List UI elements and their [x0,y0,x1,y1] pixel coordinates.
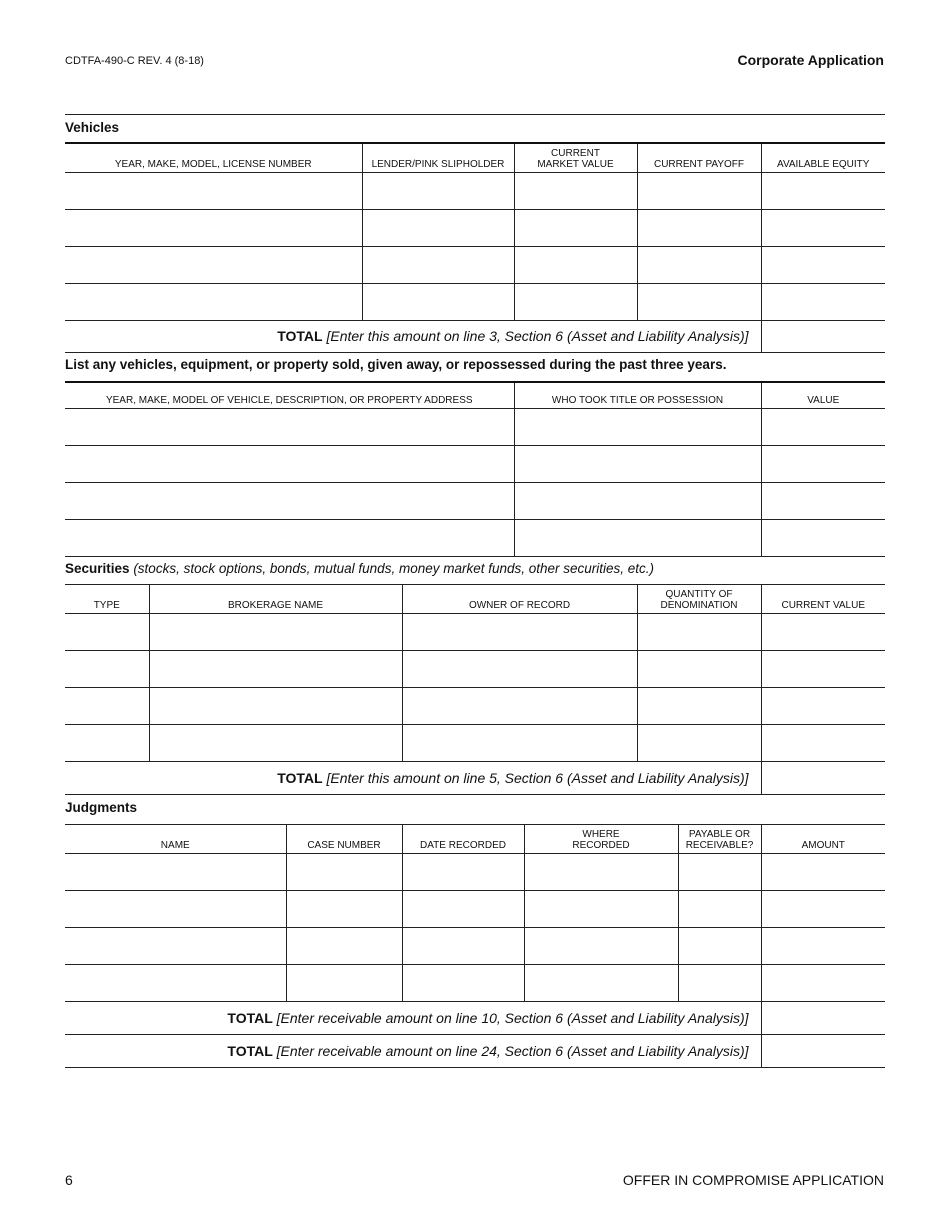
total-input[interactable] [761,1035,885,1068]
footer-title: OFFER IN COMPROMISE APPLICATION [622,1172,884,1188]
cell-input[interactable] [761,445,885,482]
table-row [65,519,885,556]
page-number: 6 [65,1172,73,1188]
cell-input[interactable] [637,725,761,762]
table-row [65,209,885,246]
col-header: AMOUNT [761,825,885,854]
table-row [65,725,885,762]
col-header: CURRENT PAYOFF [637,143,761,172]
table-row [65,854,885,891]
col-header: WHERE RECORDED [524,825,678,854]
cell-input[interactable] [637,246,761,283]
table-header-row [65,143,885,172]
col-header: LENDER/PINK SLIPHOLDER [362,143,514,172]
cell-input[interactable] [761,172,885,209]
cell-input[interactable] [761,891,885,928]
cell-input[interactable] [65,854,286,891]
cell-input[interactable] [761,209,885,246]
securities-title: Securities (stocks, stock options, bonds, mutual funds, money market funds, other securities, etc.) [65,561,655,576]
table-header-row [65,382,885,408]
form-id: CDTFA-490-C REV. 4 (8-18) [65,55,204,67]
table-row [65,246,885,283]
col-header: DATE RECORDED [402,825,524,854]
total-input[interactable] [761,320,885,352]
vehicles-title: Vehicles [65,114,885,142]
cell-input[interactable] [65,482,514,519]
col-header: QUANTITY OF DENOMINATION [637,585,761,614]
total-label: TOTAL [Enter this amount on line 5, Section 6 (Asset and Liability Analysis)] [65,762,761,795]
cell-input[interactable] [678,891,761,928]
cell-input[interactable] [149,688,402,725]
cell-input[interactable] [402,891,524,928]
table-row [65,408,885,445]
cell-input[interactable] [286,854,402,891]
judgments-table [65,824,885,1068]
col-header: CURRENT VALUE [761,585,885,614]
table-row [65,688,885,725]
cell-input[interactable] [65,928,286,965]
cell-input[interactable] [402,688,637,725]
cell-input[interactable] [65,891,286,928]
table-row [65,891,885,928]
cell-input[interactable] [514,172,637,209]
cell-input[interactable] [286,965,402,1002]
page-title: Corporate Application [737,52,884,68]
table-row [65,651,885,688]
table-row [65,614,885,651]
cell-input[interactable] [761,519,885,556]
cell-input[interactable] [761,246,885,283]
table-header-row [65,585,885,614]
disposed-title: List any vehicles, equipment, or property sold, given away, or repossessed during the past three years. [65,357,727,372]
cell-input[interactable] [65,965,286,1002]
cell-input[interactable] [514,519,761,556]
cell-input[interactable] [637,209,761,246]
cell-input[interactable] [402,651,637,688]
cell-input[interactable] [402,928,524,965]
cell-input[interactable] [514,246,637,283]
cell-input[interactable] [362,283,514,320]
cell-input[interactable] [761,651,885,688]
cell-input[interactable] [402,854,524,891]
cell-input[interactable] [524,854,678,891]
table-row [65,482,885,519]
cell-input[interactable] [761,854,885,891]
col-header: CASE NUMBER [286,825,402,854]
col-header: TYPE [65,585,149,614]
cell-input[interactable] [402,614,637,651]
col-header: BROKERAGE NAME [149,585,402,614]
col-header: AVAILABLE EQUITY [761,143,885,172]
total-label: TOTAL [Enter receivable amount on line 10, Section 6 (Asset and Liability Analysis)] [65,1002,761,1035]
cell-input[interactable] [65,445,514,482]
cell-input[interactable] [524,891,678,928]
col-header: PAYABLE OR RECEIVABLE? [678,825,761,854]
cell-input[interactable] [761,408,885,445]
col-header: YEAR, MAKE, MODEL OF VEHICLE, DESCRIPTION, OR PROPERTY ADDRESS [65,382,514,408]
cell-input[interactable] [761,614,885,651]
cell-input[interactable] [761,688,885,725]
cell-input[interactable] [637,172,761,209]
cell-input[interactable] [761,928,885,965]
cell-input[interactable] [402,965,524,1002]
cell-input[interactable] [514,482,761,519]
cell-input[interactable] [149,725,402,762]
cell-input[interactable] [65,246,362,283]
table-row [65,283,885,320]
disposed-table [65,381,885,557]
cell-input[interactable] [65,408,514,445]
cell-input[interactable] [761,482,885,519]
cell-input[interactable] [286,891,402,928]
total-label: TOTAL [Enter this amount on line 3, Section 6 (Asset and Liability Analysis)] [65,320,761,352]
cell-input[interactable] [286,928,402,965]
cell-input[interactable] [149,614,402,651]
cell-input[interactable] [362,209,514,246]
total-row [65,762,885,795]
cell-input[interactable] [524,928,678,965]
total-input[interactable] [761,1002,885,1035]
cell-input[interactable] [402,725,637,762]
cell-input[interactable] [362,246,514,283]
cell-input[interactable] [637,614,761,651]
cell-input[interactable] [65,172,362,209]
cell-input[interactable] [514,408,761,445]
cell-input[interactable] [678,965,761,1002]
total-label: TOTAL [Enter receivable amount on line 24, Section 6 (Asset and Liability Analysis)] [65,1035,761,1068]
total-row [65,320,885,352]
cell-input[interactable] [637,688,761,725]
table-row [65,172,885,209]
cell-input[interactable] [761,283,885,320]
total-input[interactable] [761,762,885,795]
total-row [65,1002,885,1035]
table-row [65,965,885,1002]
table-row [65,445,885,482]
cell-input[interactable] [65,283,362,320]
cell-input[interactable] [637,651,761,688]
cell-input[interactable] [637,283,761,320]
col-header: OWNER OF RECORD [402,585,637,614]
vehicles-table [65,142,885,353]
col-header: NAME [65,825,286,854]
cell-input[interactable] [524,965,678,1002]
table-header-row [65,825,885,854]
cell-input[interactable] [362,172,514,209]
table-row [65,928,885,965]
cell-input[interactable] [65,209,362,246]
col-header: YEAR, MAKE, MODEL, LICENSE NUMBER [65,143,362,172]
cell-input[interactable] [514,283,637,320]
cell-input[interactable] [678,928,761,965]
cell-input[interactable] [149,651,402,688]
cell-input[interactable] [65,614,149,651]
judgments-title: Judgments [65,800,138,815]
securities-table [65,584,885,795]
cell-input[interactable] [65,519,514,556]
total-row [65,1035,885,1068]
cell-input[interactable] [65,688,149,725]
col-header: WHO TOOK TITLE OR POSSESSION [514,382,761,408]
cell-input[interactable] [65,651,149,688]
cell-input[interactable] [514,209,637,246]
cell-input[interactable] [678,854,761,891]
col-header: VALUE [761,382,885,408]
cell-input[interactable] [514,445,761,482]
cell-input[interactable] [761,965,885,1002]
col-header: CURRENT MARKET VALUE [514,143,637,172]
cell-input[interactable] [65,725,149,762]
cell-input[interactable] [761,725,885,762]
